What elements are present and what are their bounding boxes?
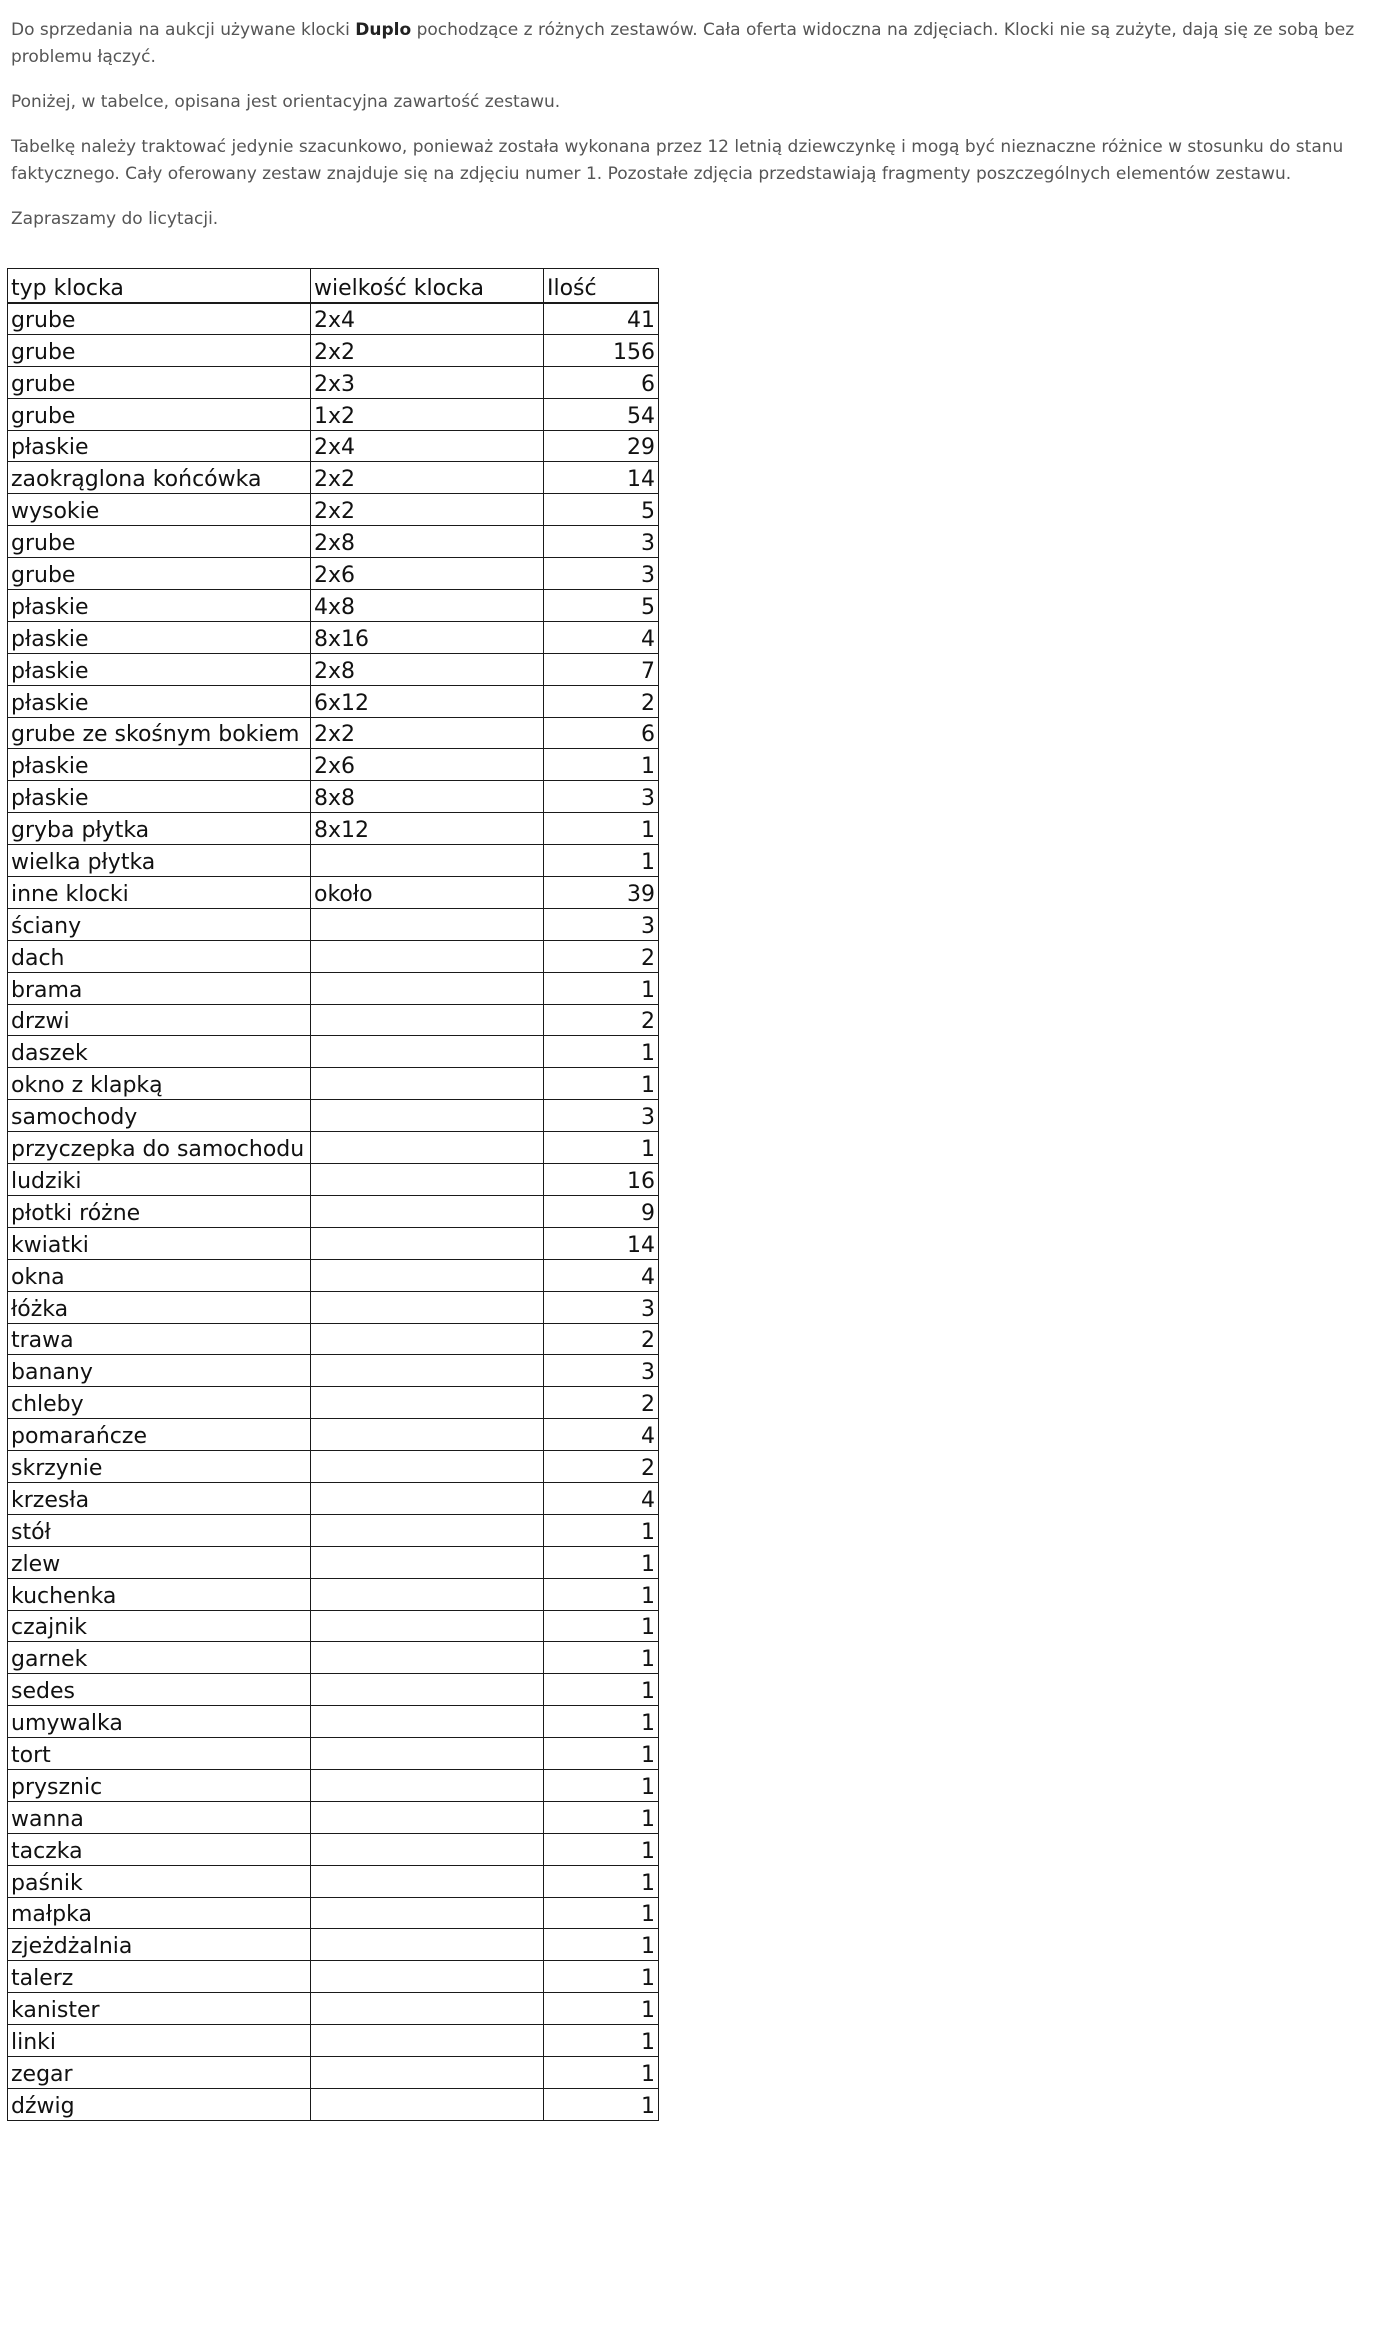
cell-type: daszek [8, 1036, 311, 1068]
cell-type: płaskie [8, 685, 311, 717]
table-row [8, 2025, 659, 2057]
table-row [8, 717, 659, 749]
cell-quantity: 1 [544, 1578, 659, 1610]
cell-quantity: 1 [544, 1642, 659, 1674]
table-row [8, 430, 659, 462]
cell-size [311, 1451, 544, 1483]
cell-size [311, 1929, 544, 1961]
cell-quantity: 4 [544, 1419, 659, 1451]
cell-type: ludziki [8, 1164, 311, 1196]
cell-quantity: 4 [544, 1482, 659, 1514]
cell-quantity: 2 [544, 1004, 659, 1036]
cell-type: gryba płytka [8, 813, 311, 845]
table-row [8, 1738, 659, 1770]
cell-size [311, 1769, 544, 1801]
cell-quantity: 3 [544, 781, 659, 813]
table-row [8, 1897, 659, 1929]
cell-quantity: 3 [544, 1100, 659, 1132]
description-intro: Do sprzedania na aukcji używane klocki [11, 20, 356, 40]
cell-type: tort [8, 1738, 311, 1770]
contents-table-wrapper [7, 268, 659, 2121]
cell-quantity: 1 [544, 1132, 659, 1164]
table-row [8, 1546, 659, 1578]
table-row [8, 334, 659, 366]
cell-size [311, 1100, 544, 1132]
cell-type: ściany [8, 908, 311, 940]
table-row [8, 1323, 659, 1355]
cell-quantity: 1 [544, 1833, 659, 1865]
cell-type: taczka [8, 1833, 311, 1865]
cell-quantity: 54 [544, 398, 659, 430]
cell-size [311, 1132, 544, 1164]
cell-type: paśnik [8, 1865, 311, 1897]
table-row [8, 2088, 659, 2120]
cell-type: brama [8, 972, 311, 1004]
cell-size [311, 1706, 544, 1738]
cell-quantity: 16 [544, 1164, 659, 1196]
cell-type: czajnik [8, 1610, 311, 1642]
cell-quantity: 2 [544, 685, 659, 717]
cell-size: 2x8 [311, 526, 544, 558]
table-row [8, 1674, 659, 1706]
cell-type: grube [8, 334, 311, 366]
cell-quantity: 1 [544, 1738, 659, 1770]
cell-type: płotki różne [8, 1195, 311, 1227]
cell-type: kuchenka [8, 1578, 311, 1610]
table-row [8, 1929, 659, 1961]
cell-size [311, 1259, 544, 1291]
table-row [8, 1227, 659, 1259]
cell-size [311, 2056, 544, 2088]
table-row [8, 590, 659, 622]
cell-size: 1x2 [311, 398, 544, 430]
cell-quantity: 3 [544, 908, 659, 940]
cell-size: 2x2 [311, 494, 544, 526]
cell-size [311, 1801, 544, 1833]
cell-quantity: 4 [544, 621, 659, 653]
cell-size: 6x12 [311, 685, 544, 717]
cell-size [311, 1674, 544, 1706]
cell-size [311, 972, 544, 1004]
cell-quantity: 29 [544, 430, 659, 462]
cell-size [311, 1642, 544, 1674]
table-row [8, 1578, 659, 1610]
cell-type: grube [8, 398, 311, 430]
cell-quantity: 1 [544, 1801, 659, 1833]
table-row [8, 1036, 659, 1068]
cell-type: umywalka [8, 1706, 311, 1738]
cell-type: banany [8, 1355, 311, 1387]
cell-type: płaskie [8, 621, 311, 653]
cell-quantity: 2 [544, 1451, 659, 1483]
cell-size [311, 1036, 544, 1068]
cell-type: płaskie [8, 749, 311, 781]
cell-type: dźwig [8, 2088, 311, 2120]
cell-size: 2x6 [311, 558, 544, 590]
cell-size [311, 1227, 544, 1259]
table-row [8, 1387, 659, 1419]
table-row [8, 940, 659, 972]
description-intro-rest: pochodzące z różnych zestawów. Cała oferta widoczna na zdjęciach. Klocki nie są zużyte, dają się ze sobą bez problemu łączyć. [11, 20, 1355, 67]
table-row [8, 1068, 659, 1100]
table-row [8, 1482, 659, 1514]
cell-type: grube [8, 558, 311, 590]
cell-size [311, 1514, 544, 1546]
description-paragraph-1 [11, 17, 1381, 71]
table-row [8, 1801, 659, 1833]
cell-type: pomarańcze [8, 1419, 311, 1451]
cell-size: 8x12 [311, 813, 544, 845]
cell-size [311, 1195, 544, 1227]
cell-quantity: 14 [544, 462, 659, 494]
cell-size: około [311, 877, 544, 909]
table-row [8, 1004, 659, 1036]
cell-quantity: 4 [544, 1259, 659, 1291]
cell-type: talerz [8, 1961, 311, 1993]
cell-type: stół [8, 1514, 311, 1546]
cell-size [311, 1164, 544, 1196]
cell-size: 2x4 [311, 430, 544, 462]
cell-size [311, 940, 544, 972]
cell-quantity: 3 [544, 1355, 659, 1387]
table-row [8, 2056, 659, 2088]
table-row [8, 398, 659, 430]
cell-size: 2x2 [311, 717, 544, 749]
table-row [8, 462, 659, 494]
cell-size [311, 1865, 544, 1897]
cell-size [311, 1068, 544, 1100]
cell-quantity: 41 [544, 303, 659, 335]
cell-type: wanna [8, 1801, 311, 1833]
cell-type: trawa [8, 1323, 311, 1355]
table-row [8, 877, 659, 909]
cell-quantity: 3 [544, 1291, 659, 1323]
cell-type: zlew [8, 1546, 311, 1578]
cell-quantity: 1 [544, 1993, 659, 2025]
cell-type: skrzynie [8, 1451, 311, 1483]
cell-type: samochody [8, 1100, 311, 1132]
cell-size: 2x2 [311, 334, 544, 366]
cell-size [311, 1419, 544, 1451]
cell-size [311, 845, 544, 877]
table-row [8, 303, 659, 335]
cell-size [311, 1291, 544, 1323]
cell-quantity: 1 [544, 1706, 659, 1738]
table-row [8, 1993, 659, 2025]
cell-size [311, 1387, 544, 1419]
cell-size [311, 1610, 544, 1642]
table-row [8, 366, 659, 398]
cell-quantity: 6 [544, 366, 659, 398]
cell-size [311, 1738, 544, 1770]
cell-quantity: 5 [544, 494, 659, 526]
cell-quantity: 1 [544, 1929, 659, 1961]
cell-size [311, 1004, 544, 1036]
cell-quantity: 1 [544, 2056, 659, 2088]
cell-type: kwiatki [8, 1227, 311, 1259]
contents-table [7, 268, 659, 2121]
table-row [8, 845, 659, 877]
cell-size [311, 1578, 544, 1610]
table-row [8, 1195, 659, 1227]
cell-size: 2x3 [311, 366, 544, 398]
table-row [8, 1419, 659, 1451]
header-quantity: Ilość [544, 269, 659, 303]
cell-size: 2x6 [311, 749, 544, 781]
table-row [8, 1610, 659, 1642]
cell-quantity: 1 [544, 1674, 659, 1706]
table-row [8, 781, 659, 813]
cell-size: 4x8 [311, 590, 544, 622]
cell-quantity: 156 [544, 334, 659, 366]
cell-type: przyczepka do samochodu [8, 1132, 311, 1164]
cell-size [311, 1482, 544, 1514]
cell-type: okno z klapką [8, 1068, 311, 1100]
description-paragraph-3: Tabelkę należy traktować jedynie szacunkowo, ponieważ została wykonana przez 12 letnią dziewczynkę i mogą być nieznaczne różnice w stosunku do stanu faktycznego. Cały oferowany zestaw znajduje się na zdjęciu numer 1. Pozostałe zdjęcia przedstawiają fragmenty poszczególnych elementów zestawu. [11, 137, 1344, 184]
cell-type: zaokrąglona końcówka [8, 462, 311, 494]
cell-type: sedes [8, 1674, 311, 1706]
cell-quantity: 2 [544, 940, 659, 972]
cell-size: 2x8 [311, 653, 544, 685]
cell-quantity: 1 [544, 813, 659, 845]
cell-type: garnek [8, 1642, 311, 1674]
cell-type: grube [8, 526, 311, 558]
cell-type: okna [8, 1259, 311, 1291]
cell-quantity: 1 [544, 1897, 659, 1929]
cell-quantity: 1 [544, 1546, 659, 1578]
table-row [8, 1355, 659, 1387]
table-row [8, 1706, 659, 1738]
cell-size [311, 1833, 544, 1865]
table-row [8, 1865, 659, 1897]
cell-type: płaskie [8, 781, 311, 813]
cell-size [311, 2025, 544, 2057]
table-row [8, 526, 659, 558]
offer-description [11, 17, 1381, 251]
cell-quantity: 1 [544, 1610, 659, 1642]
cell-type: prysznic [8, 1769, 311, 1801]
cell-size [311, 1323, 544, 1355]
table-row [8, 1291, 659, 1323]
table-row [8, 1164, 659, 1196]
cell-type: inne klocki [8, 877, 311, 909]
table-row [8, 749, 659, 781]
cell-quantity: 1 [544, 1514, 659, 1546]
cell-quantity: 39 [544, 877, 659, 909]
cell-size: 8x8 [311, 781, 544, 813]
cell-size [311, 1546, 544, 1578]
cell-quantity: 1 [544, 1769, 659, 1801]
cell-type: wielka płytka [8, 845, 311, 877]
cell-type: chleby [8, 1387, 311, 1419]
cell-type: grube ze skośnym bokiem [8, 717, 311, 749]
cell-type: zegar [8, 2056, 311, 2088]
cell-quantity: 9 [544, 1195, 659, 1227]
cell-size: 8x16 [311, 621, 544, 653]
cell-type: wysokie [8, 494, 311, 526]
cell-type: płaskie [8, 430, 311, 462]
cell-type: łóżka [8, 1291, 311, 1323]
description-paragraph-2: Poniżej, w tabelce, opisana jest orientacyjna zawartość zestawu. [11, 92, 561, 112]
table-row [8, 1100, 659, 1132]
cell-quantity: 14 [544, 1227, 659, 1259]
table-row [8, 1259, 659, 1291]
table-row [8, 908, 659, 940]
cell-size [311, 908, 544, 940]
cell-quantity: 2 [544, 1323, 659, 1355]
table-row [8, 1132, 659, 1164]
description-paragraph-4: Zapraszamy do licytacji. [11, 209, 219, 229]
cell-type: kanister [8, 1993, 311, 2025]
brand-name: Duplo [355, 20, 412, 40]
cell-quantity: 3 [544, 558, 659, 590]
table-row [8, 1769, 659, 1801]
header-size: wielkość klocka [311, 269, 544, 303]
table-row [8, 813, 659, 845]
cell-quantity: 1 [544, 2088, 659, 2120]
cell-quantity: 6 [544, 717, 659, 749]
cell-type: krzesła [8, 1482, 311, 1514]
cell-quantity: 1 [544, 1068, 659, 1100]
cell-quantity: 7 [544, 653, 659, 685]
cell-type: płaskie [8, 590, 311, 622]
cell-quantity: 3 [544, 526, 659, 558]
cell-quantity: 1 [544, 1036, 659, 1068]
cell-type: linki [8, 2025, 311, 2057]
table-row [8, 1514, 659, 1546]
cell-type: płaskie [8, 653, 311, 685]
cell-quantity: 2 [544, 1387, 659, 1419]
cell-type: grube [8, 303, 311, 335]
table-row [8, 1451, 659, 1483]
table-row [8, 653, 659, 685]
cell-size [311, 1961, 544, 1993]
cell-size [311, 1993, 544, 2025]
cell-quantity: 1 [544, 2025, 659, 2057]
cell-type: grube [8, 366, 311, 398]
table-row [8, 1961, 659, 1993]
cell-type: zjeżdżalnia [8, 1929, 311, 1961]
cell-quantity: 5 [544, 590, 659, 622]
table-header-row [8, 269, 659, 303]
cell-type: małpka [8, 1897, 311, 1929]
cell-size [311, 1897, 544, 1929]
table-row [8, 621, 659, 653]
table-row [8, 685, 659, 717]
cell-quantity: 1 [544, 1865, 659, 1897]
cell-type: drzwi [8, 1004, 311, 1036]
cell-size [311, 1355, 544, 1387]
table-row [8, 494, 659, 526]
cell-quantity: 1 [544, 972, 659, 1004]
cell-quantity: 1 [544, 845, 659, 877]
table-row [8, 558, 659, 590]
cell-type: dach [8, 940, 311, 972]
table-row [8, 1833, 659, 1865]
table-row [8, 1642, 659, 1674]
cell-quantity: 1 [544, 1961, 659, 1993]
cell-size: 2x4 [311, 303, 544, 335]
header-type: typ klocka [8, 269, 311, 303]
cell-quantity: 1 [544, 749, 659, 781]
cell-size: 2x2 [311, 462, 544, 494]
cell-size [311, 2088, 544, 2120]
table-row [8, 972, 659, 1004]
